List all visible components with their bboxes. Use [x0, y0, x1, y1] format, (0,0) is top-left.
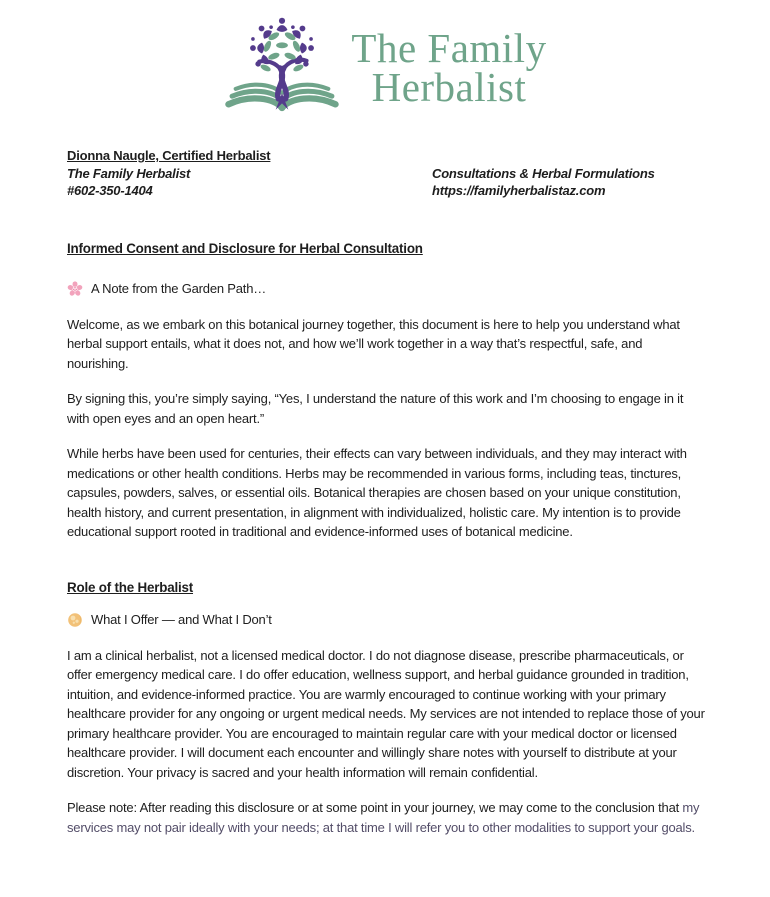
- cherry-blossom-icon: [67, 281, 83, 297]
- please-note-purple: my services may not pair ideally with your needs; at that time I will refer you to other modalities to support your goals.: [67, 800, 700, 835]
- practitioner-name: Dionna Naugle, Certified Herbalist: [67, 148, 271, 163]
- paragraph-welcome: Welcome, as we embark on this botanical journey together, this document is here to help you understand what herbal support entails, what it does not, and how we’ll work together in a way that’s respectful, safe, and nourishing.: [67, 316, 680, 371]
- paragraph-signing: By signing this, you’re simply saying, “Yes, I understand the nature of this work and I’m choosing to engage in it with open eyes and an open heart.”: [67, 391, 684, 426]
- phone-number: #602-350-1404: [67, 183, 153, 198]
- paragraph-please-note: [67, 798, 705, 837]
- logo: [0, 0, 770, 124]
- paragraph-herbs: While herbs have been used for centuries, their effects can vary between individuals, and they may interact with medications or other health conditions. Herbs may be recommended in various forms, including teas, tinctures, capsules, powders, salves, or essential oils. Botanical therapies are chosen based on your unique constitution, health history, and current presentation, in alignment with individualized, holistic care. My intention is to provide educational support rooted in traditional and evidence-informed uses of botanical medicine.: [67, 446, 687, 539]
- offer-title-line: [67, 610, 705, 630]
- logo-wordmark-line1: The Family: [351, 25, 547, 71]
- paragraph-role: I am a clinical herbalist, not a licensed medical doctor. I do not diagnose disease, prescribe pharmaceuticals, or offer emergency medical care. I do offer education, wellness support, and herbal guidance grounded in tradition, intuition, and evidence-informed practice. You are warmly encouraged to continue working with your primary healthcare provider for any ongoing or urgent medical needs. My services are not intended to replace those of your primary healthcare provider. You are encouraged to maintain regular care with your medical doctor or licensed healthcare provider. I will document each encounter and willingly share notes with yourself to distribute at your discretion. Your privacy is sacred and your health information will remain confidential.: [67, 647, 705, 780]
- business-name: The Family Herbalist: [67, 165, 191, 181]
- logo-wordmark: [351, 25, 547, 110]
- contact-block: [67, 147, 705, 200]
- offer-title: What I Offer — and What I Don’t: [91, 612, 272, 627]
- website-line: https://familyherbalistaz.com: [432, 183, 606, 198]
- document-content: [0, 147, 770, 837]
- note-title-line: [67, 279, 705, 299]
- consent-heading: Informed Consent and Disclosure for Herbal Consultation: [67, 240, 423, 256]
- please-note-black: Please note: After reading this disclosure or at some point in your journey, we may come to the conclusion that: [67, 800, 683, 815]
- note-title: A Note from the Garden Path…: [91, 281, 267, 296]
- family-tree-logo-icon: [223, 15, 341, 121]
- full-moon-icon: [67, 612, 83, 628]
- contact-right: [432, 165, 655, 200]
- role-heading: Role of the Herbalist: [67, 579, 194, 595]
- services-line: Consultations & Herbal Formulations: [432, 165, 655, 181]
- logo-wordmark-line2: Herbalist: [371, 64, 527, 110]
